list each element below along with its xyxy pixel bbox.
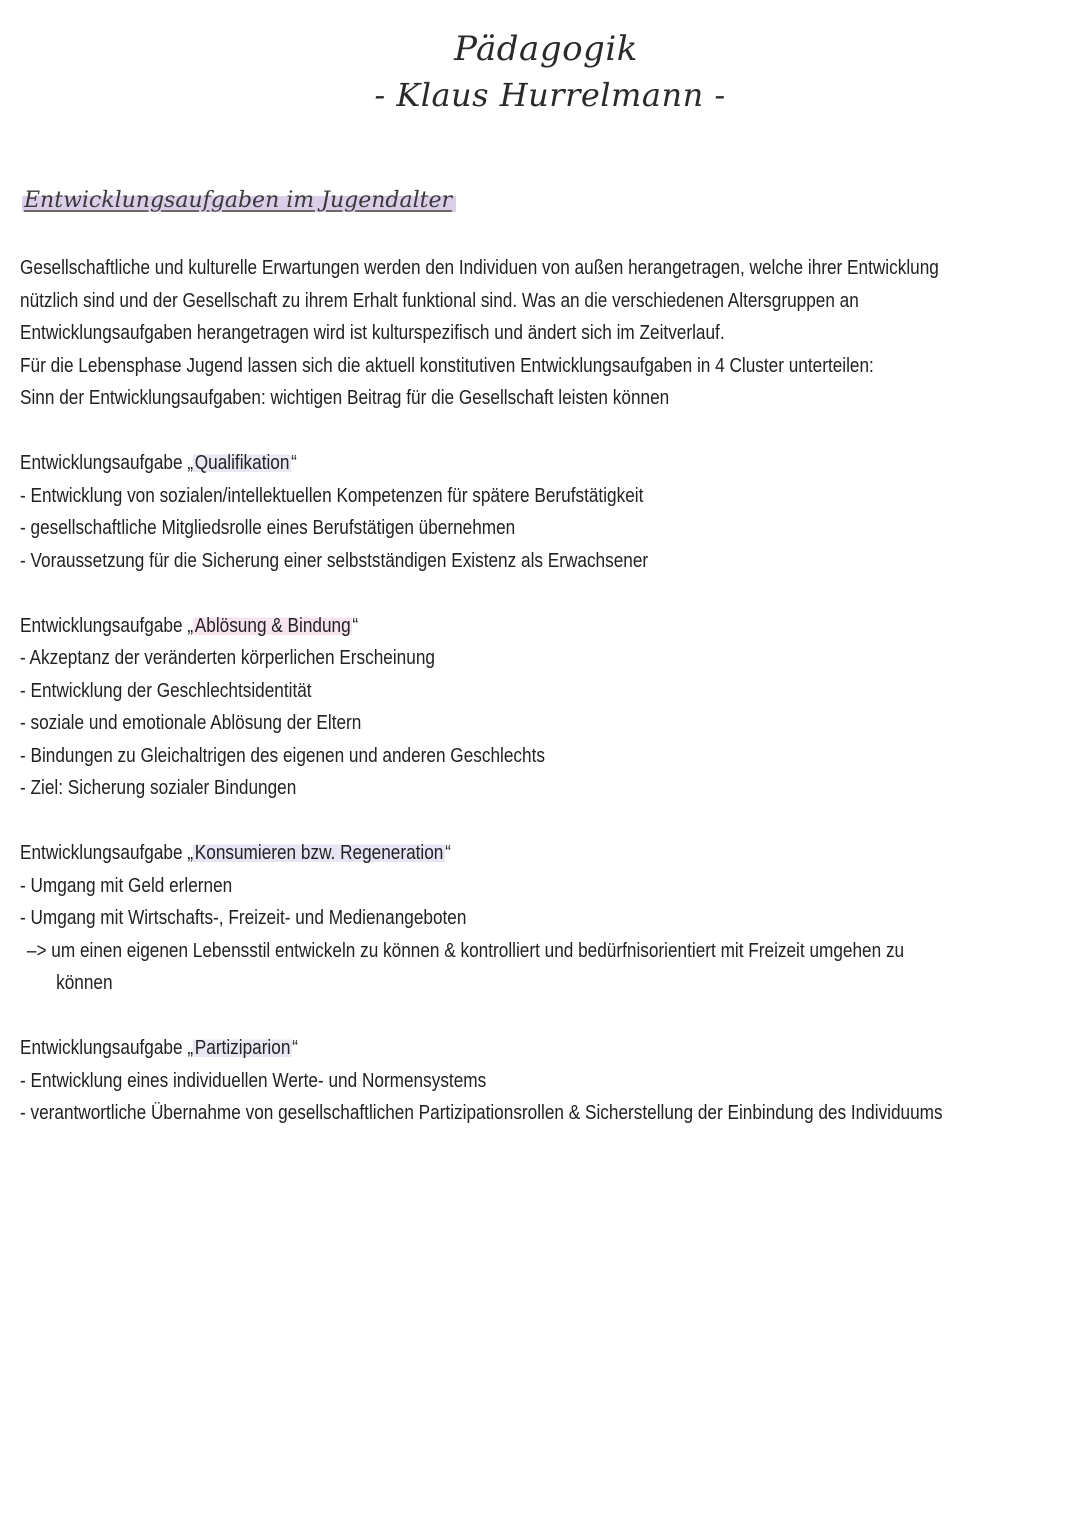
list-item: - Entwicklung von sozialen/intellektuellen Kompetenzen für spätere Berufstätigkeit xyxy=(20,484,644,507)
list-item: - Entwicklung der Geschlechtsidentität xyxy=(20,679,312,702)
list-item: - soziale und emotionale Ablösung der Eltern xyxy=(20,712,362,734)
document-title xyxy=(0,26,1080,118)
list-item: - Umgang mit Wirtschafts-, Freizeit- und Medienangeboten xyxy=(20,907,467,929)
list-item: - Voraussetzung für die Sicherung einer selbstständigen Existenz als Erwachsener xyxy=(20,549,649,572)
list-item: - Akzeptanz der veränderten körperlichen Erscheinung xyxy=(20,647,435,669)
title-author: - Klaus Hurrelmann - xyxy=(374,76,726,114)
list-item: - verantwortliche Übernahme von gesellschaftlichen Partizipationsrollen & Sicherstellung der Einbindung des Individuums xyxy=(20,1102,943,1124)
intro-line: Entwicklungsaufgaben herangetragen wird ist kulturspezifisch und ändert sich im Zeitverlauf. xyxy=(20,322,725,344)
task-suffix: “ xyxy=(292,1037,298,1059)
task-name-highlight: Konsumieren bzw. Regeneration xyxy=(194,842,444,864)
task-prefix: Entwicklungsaufgabe „ xyxy=(20,1037,194,1059)
task-suffix: “ xyxy=(352,614,359,637)
task-name-highlight: Qualifikation xyxy=(194,452,290,474)
task-heading-qualifikation xyxy=(20,447,906,480)
arrow-note: –> um einen eigenen Lebensstil entwickeln zu können & kontrolliert und bedürfnisorientiert mit Freizeit umgehen zu xyxy=(26,939,905,962)
list-item: - Bindungen zu Gleichaltrigen des eigenen und anderen Geschlechts xyxy=(20,744,545,767)
list-item: - Ziel: Sicherung sozialer Bindungen xyxy=(20,777,297,799)
document-body xyxy=(20,252,1050,1130)
task-heading-partizipation xyxy=(20,1032,906,1065)
intro-line: Gesellschaftliche und kulturelle Erwartungen werden den Individuen von außen herangetragen, welche ihrer Entwicklung xyxy=(20,257,939,279)
task-prefix: Entwicklungsaufgabe „ xyxy=(20,452,194,474)
task-name-highlight: Ablösung & Bindung xyxy=(194,614,351,637)
task-heading-konsumieren xyxy=(20,837,906,870)
title-subject: Pädagogik xyxy=(454,29,638,69)
list-item: - Umgang mit Geld erlernen xyxy=(20,874,233,897)
intro-line: Für die Lebensphase Jugend lassen sich die aktuell konstitutiven Entwicklungsaufgaben in 4 Cluster unterteilen: xyxy=(20,354,874,377)
task-suffix: “ xyxy=(291,452,297,474)
task-suffix: “ xyxy=(445,842,451,864)
list-item: - gesellschaftliche Mitgliedsrolle eines Berufstätigen übernehmen xyxy=(20,517,516,539)
intro-line: Sinn der Entwicklungsaufgaben: wichtigen Beitrag für die Gesellschaft leisten können xyxy=(20,387,670,409)
intro-line: nützlich sind und der Gesellschaft zu ihrem Erhalt funktional sind. Was an die verschiedenen Altersgruppen an xyxy=(20,289,859,312)
task-name-highlight: Partiziparion xyxy=(194,1037,291,1059)
list-item: - Entwicklung eines individuellen Werte- und Normensystems xyxy=(20,1069,487,1092)
task-heading-abloesung xyxy=(20,610,906,643)
task-prefix: Entwicklungsaufgabe „ xyxy=(20,842,194,864)
section-heading: Entwicklungsaufgaben im Jugendalter xyxy=(22,185,456,217)
arrow-note-continuation: können xyxy=(56,972,113,994)
task-prefix: Entwicklungsaufgabe „ xyxy=(20,614,194,637)
